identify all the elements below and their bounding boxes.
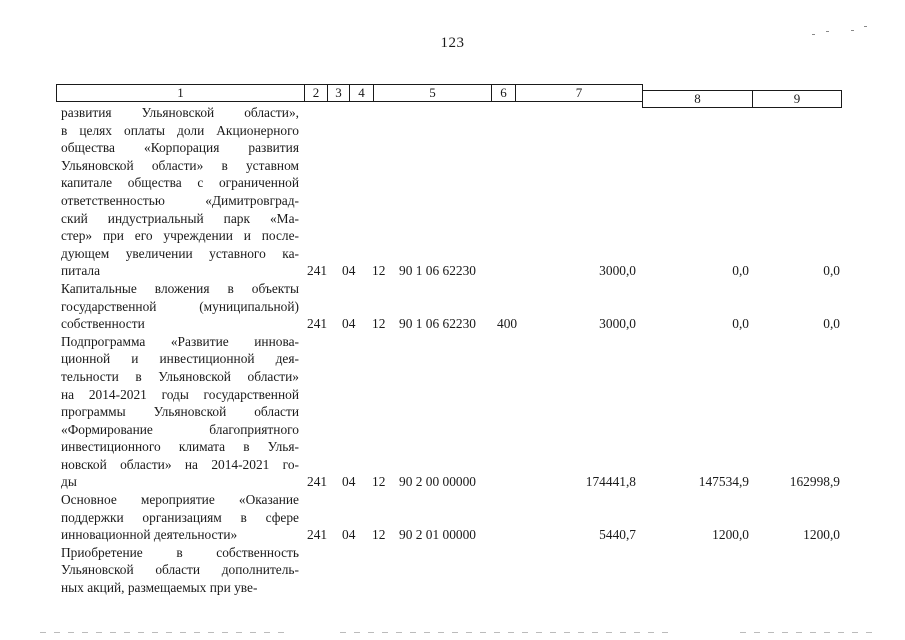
table-body — [61, 104, 861, 597]
description-line: поддержки организациям в сфере — [61, 509, 299, 525]
description-line: дующем увеличении уставного ка- — [61, 245, 299, 261]
cell-subsection-code: 12 — [372, 263, 386, 279]
description-line: программы Ульяновской области — [61, 404, 299, 420]
cell-section-code: 04 — [342, 263, 356, 279]
description-line: питала — [61, 263, 101, 279]
description-line: ответственностью «Димитровград- — [61, 192, 299, 208]
cell-expense-type: 400 — [497, 316, 518, 332]
description-line: Ульяновской области дополнитель- — [61, 562, 299, 578]
description-line: инвестиционного климата в Улья- — [61, 439, 299, 455]
scan-artifact-line — [740, 632, 880, 633]
cell-subsection-code: 12 — [372, 316, 386, 332]
table-row — [61, 491, 861, 544]
cell-amount-col8: 147534,9 — [698, 474, 749, 490]
cell-amount-col9: 0,0 — [823, 263, 840, 279]
description-line: «Формирование благоприятного — [61, 421, 299, 437]
header-col-2: 2 — [304, 85, 327, 101]
description-line: Основное мероприятие «Оказание — [61, 492, 299, 508]
cell-ministry-code: 241 — [307, 527, 328, 543]
cell-ministry-code: 241 — [307, 316, 328, 332]
scan-speck — [826, 31, 829, 32]
description-line: стер» при его учреждении и после- — [61, 228, 299, 244]
scan-speck — [864, 26, 867, 27]
description-line: Ульяновской области» в уставном — [61, 157, 299, 173]
cell-ministry-code: 241 — [307, 263, 328, 279]
description-line: ных акций, размещаемых при уве- — [61, 580, 258, 596]
table-row — [61, 333, 861, 491]
cell-section-code: 04 — [342, 474, 356, 490]
cell-amount-col9: 162998,9 — [789, 474, 840, 490]
description-line: собственности — [61, 316, 145, 332]
cell-amount-col7: 3000,0 — [599, 316, 636, 332]
row-description — [61, 491, 299, 544]
table-header-row — [56, 84, 643, 102]
cell-target-article: 90 1 06 62230 — [399, 263, 476, 279]
cell-target-article: 90 2 00 00000 — [399, 474, 476, 490]
row-description — [61, 333, 299, 491]
description-line: тельности в Ульяновской области» — [61, 368, 299, 384]
page-number: 123 — [440, 35, 465, 51]
description-line: в целях оплаты доли Акционерного — [61, 122, 299, 138]
table-row — [61, 544, 861, 597]
description-line: Подпрограмма «Развитие иннова- — [61, 333, 299, 349]
description-line: развития Ульяновской области», — [61, 105, 299, 120]
header-col-5: 5 — [373, 85, 491, 101]
scan-speck — [851, 30, 854, 31]
cell-amount-col9: 1200,0 — [803, 527, 840, 543]
row-description — [61, 544, 299, 597]
cell-target-article: 90 2 01 00000 — [399, 527, 476, 543]
header-col-9: 9 — [752, 91, 841, 107]
scan-speck — [812, 34, 815, 35]
cell-target-article: 90 1 06 62230 — [399, 316, 476, 332]
description-line: государственной (муниципальной) — [61, 298, 299, 314]
description-line: инновационной деятельности» — [61, 527, 238, 543]
description-line: Капитальные вложения в объекты — [61, 280, 299, 296]
cell-amount-col7: 5440,7 — [599, 527, 636, 543]
header-col-8: 8 — [642, 91, 752, 107]
description-line: ды — [61, 474, 77, 490]
cell-section-code: 04 — [342, 527, 356, 543]
cell-amount-col7: 174441,8 — [585, 474, 636, 490]
header-col-6: 6 — [491, 85, 515, 101]
cell-ministry-code: 241 — [307, 474, 328, 490]
description-line: ский индустриальный парк «Ма- — [61, 210, 299, 226]
row-description — [61, 280, 299, 333]
description-line: новской области» на 2014-2021 го- — [61, 456, 299, 472]
scan-artifact-line — [40, 632, 290, 633]
cell-amount-col8: 0,0 — [732, 316, 749, 332]
cell-subsection-code: 12 — [372, 527, 386, 543]
header-col-7: 7 — [515, 85, 642, 101]
table-row — [61, 104, 861, 280]
cell-section-code: 04 — [342, 316, 356, 332]
header-col-1: 1 — [177, 85, 184, 100]
cell-amount-col8: 0,0 — [732, 263, 749, 279]
cell-subsection-code: 12 — [372, 474, 386, 490]
description-line: общества «Корпорация развития — [61, 140, 299, 156]
scan-artifact-line — [340, 632, 670, 633]
header-col-4: 4 — [349, 85, 373, 101]
cell-amount-col8: 1200,0 — [712, 527, 749, 543]
cell-amount-col9: 0,0 — [823, 316, 840, 332]
cell-amount-col7: 3000,0 — [599, 263, 636, 279]
description-line: ционной и инвестиционной дея- — [61, 351, 299, 367]
table-row — [61, 280, 861, 333]
header-col-3: 3 — [327, 85, 349, 101]
row-description — [61, 104, 299, 280]
description-line: на 2014-2021 годы государственной — [61, 386, 299, 402]
description-line: Приобретение в собственность — [61, 544, 299, 560]
description-line: капитале общества с ограниченной — [61, 175, 299, 191]
